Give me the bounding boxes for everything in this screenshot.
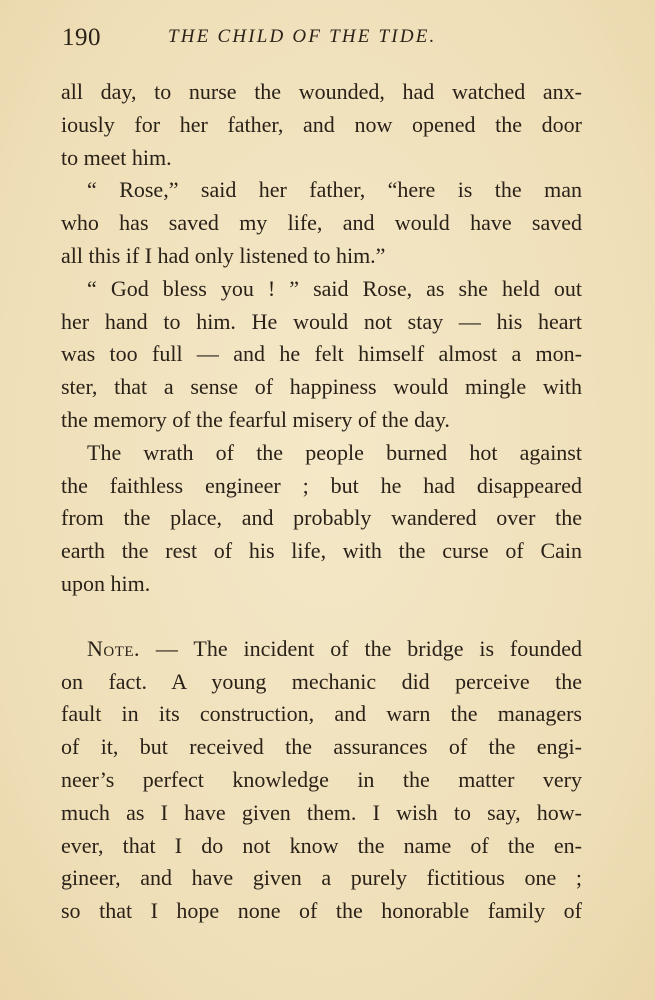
text-line: to meet him. (61, 144, 172, 170)
paragraph (61, 273, 582, 437)
text-line: “ God bless you ! ” said Rose, as she held out (87, 275, 582, 301)
text-line: ster, that a sense of happiness would mingle with (61, 374, 582, 400)
paragraph (61, 76, 582, 174)
text-line: the memory of the fearful misery of the day. (61, 406, 450, 432)
text-line: all day, to nurse the wounded, had watched anx- (61, 79, 582, 104)
text-line: much as I have given them. I wish to say, how- (61, 799, 582, 825)
text-line: gineer, and have given a purely fictitious one ; (61, 865, 582, 891)
text-line: earth the rest of his life, with the curse of Cain (61, 538, 582, 564)
text-line: from the place, and probably wandered over the (61, 505, 582, 531)
text-line: The wrath of the people burned hot against (87, 439, 582, 465)
text-line: ever, that I do not know the name of the en- (61, 832, 582, 858)
text-line: so that I hope none of the honorable family of (61, 898, 582, 924)
paragraph (61, 174, 582, 272)
note (61, 633, 582, 928)
note-label: Note. (87, 635, 141, 661)
text-line: who has saved my life, and would have saved (61, 210, 582, 236)
paragraph (61, 437, 582, 601)
section-gap (61, 601, 582, 633)
text-line: all this if I had only listened to him.” (61, 242, 386, 268)
body-text (61, 76, 582, 928)
page-number: 190 (62, 24, 101, 51)
text-line: upon him. (61, 570, 151, 596)
text-line: neer’s perfect knowledge in the matter very (61, 766, 582, 792)
text-line: “ Rose,” said her father, “here is the man (87, 177, 582, 203)
page-header (60, 22, 585, 58)
text-line: the faithless engineer ; but he had disappeared (61, 472, 582, 498)
note-first-line: — The incident of the bridge is founded (140, 635, 582, 661)
text-line (61, 633, 582, 666)
text-line: on fact. A young mechanic did perceive the (61, 668, 582, 694)
text-line: her hand to him. He would not stay — his heart (61, 308, 582, 334)
text-line: of it, but received the assurances of the engi- (61, 734, 582, 760)
text-line: was too full — and he felt himself almost a mon- (61, 341, 582, 367)
text-line: iously for her father, and now opened the door (61, 111, 582, 137)
text-line: fault in its construction, and warn the managers (61, 701, 582, 727)
running-title: THE CHILD OF THE TIDE. (168, 26, 437, 47)
